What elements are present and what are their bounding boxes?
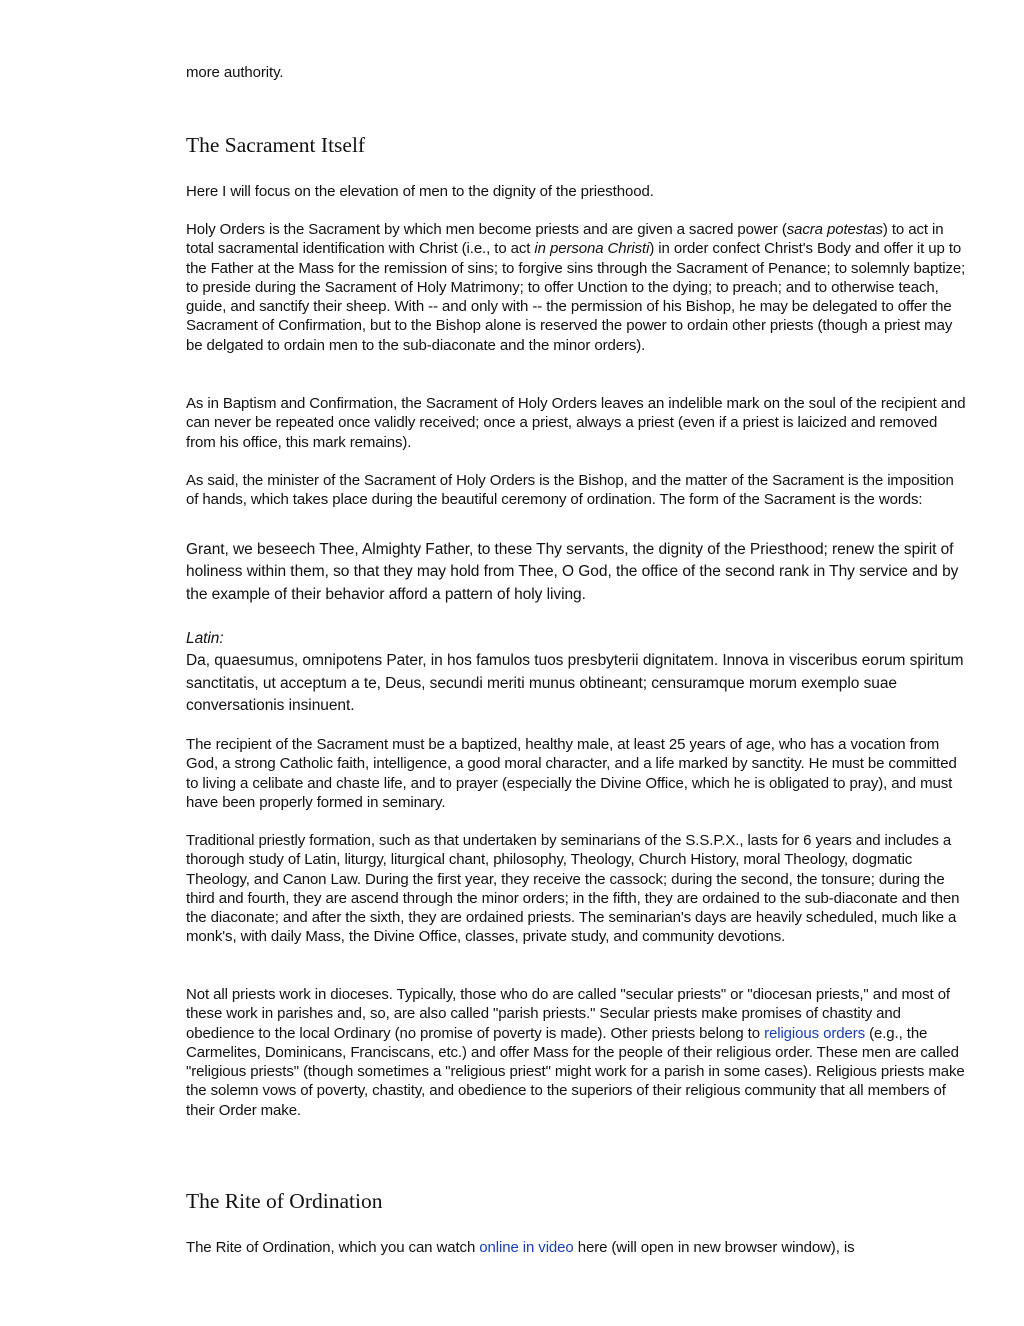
sacra-potestas-italic: sacra potestas xyxy=(786,221,883,238)
section-heading-sacrament-itself: The Sacrament Itself xyxy=(186,133,366,157)
definition-text-3: ) in order confect Christ's Body and offer it up to the Father at the Mass for the remission of sins; to forgive sins through the Sacrament of Penance; to solemnly baptize; to preside during the Sacrament of Holy Matrimony; to offer Unction to the dying; to preach; and to otherwise teach, guide, and sanctify their sheep. With -- and only with -- the permission of his Bishop, he may be delegated to offer the Sacrament of Confirmation, but to the Bishop alone is reserved the power to ordain other priests (though a priest may be delgated to ordain men to the sub-diaconate and the minor orders). xyxy=(186,240,966,354)
secular-text-1: Not all priests work in dioceses. Typically, those who do are called "secular priests" or "diocesan priests," and most of these work in parishes and, so, are also called "parish priests." Secular priests make promises of chastity and obedience to the local Ordinary (no promise of poverty is made). Other priests belong to xyxy=(186,986,950,1042)
in-persona-christi-italic: in persona Christi xyxy=(534,240,650,258)
religious-orders-link[interactable]: religious orders xyxy=(764,1024,866,1042)
definition-paragraph xyxy=(186,220,966,355)
section-heading-rite-of-ordination: The Rite of Ordination xyxy=(186,1189,383,1213)
definition-text-2: ) to act in total sacramental identification with Christ (i.e., to act xyxy=(186,221,944,258)
latin-block xyxy=(186,628,966,717)
definition-text-1: Holy Orders is the Sacrament by which men become priests and are given a sacred power ( xyxy=(186,221,787,238)
secular-text-2: (e.g., the Carmelites, Dominicans, Franciscans, etc.) and offer Mass for the people of their religious order. These men are called "religious priests" (though sometimes a "religious priest" might work for a parish in some cases). Religious priests make the solemn vows of poverty, chastity, and obedience to the superiors of their religious community that all members of their Order make. xyxy=(186,1024,965,1119)
secular-religious-paragraph xyxy=(186,985,966,1120)
formation-paragraph: Traditional priestly formation, such as that undertaken by seminarians of the S.S.P.X., lasts for 6 years and includes a thorough study of Latin, liturgy, liturgical chant, philosophy, Theology, Church History, moral Theology, dogmatic Theology, and Canon Law. During the first year, they receive the cassock; during the second, the tonsure; during the third and fourth, they are ascend through the minor orders; in the fifth, they are ordained to the sub-diaconate and then the diaconate; and after the sixth, they are ordained priests. The seminarian's days are heavily scheduled, much like a monk's, with daily Mass, the Divine Office, classes, private study, and community devotions. xyxy=(186,832,960,946)
minister-matter-paragraph: As said, the minister of the Sacrament of Holy Orders is the Bishop, and the matter of the Sacrament is the imposition of hands, which takes place during the beautiful ceremony of ordination. The form of the Sacrament is the words: xyxy=(186,472,954,509)
latin-label: Latin: xyxy=(186,630,224,647)
focus-paragraph: Here I will focus on the elevation of men to the dignity of the priesthood. xyxy=(186,183,654,200)
online-video-link[interactable]: online in video xyxy=(479,1239,574,1256)
rite-paragraph xyxy=(186,1238,966,1257)
intro-tail-paragraph: more authority. xyxy=(186,64,284,81)
rite-text-1: The Rite of Ordination, which you can watch xyxy=(186,1239,480,1256)
recipient-paragraph: The recipient of the Sacrament must be a baptized, healthy male, at least 25 years of age, who has a vocation from God, a strong Catholic faith, intelligence, a good moral character, and a life marked by sanctity. He must be committed to living a celibate and chaste life, and to prayer (especially the Divine Office, which he is obligated to pray), and must have been properly formed in seminary. xyxy=(186,736,957,811)
rite-text-2: here (will open in new browser window), is xyxy=(573,1239,855,1256)
form-english-paragraph: Grant, we beseech Thee, Almighty Father, to these Thy servants, the dignity of the Priesthood; renew the spirit of holiness within them, so that they may hold from Thee, O God, the office of the second rank in Thy service and by the example of their behavior afford a pattern of holy living. xyxy=(186,541,959,603)
form-latin-text: Da, quaesumus, omnipotens Pater, in hos famulos tuos presbyterii dignitatem. Innova in visceribus eorum spiritum sanctitatis, ut acceptum a te, Deus, secundi meriti munus obtineant; censuramque morum exemplo suae conversationis insinuent. xyxy=(186,652,964,714)
indelible-mark-paragraph: As in Baptism and Confirmation, the Sacrament of Holy Orders leaves an indelible mark on the soul of the recipient and can never be repeated once validly received; once a priest, always a priest (even if a priest is laicized and removed from his office, this mark remains). xyxy=(186,395,966,451)
